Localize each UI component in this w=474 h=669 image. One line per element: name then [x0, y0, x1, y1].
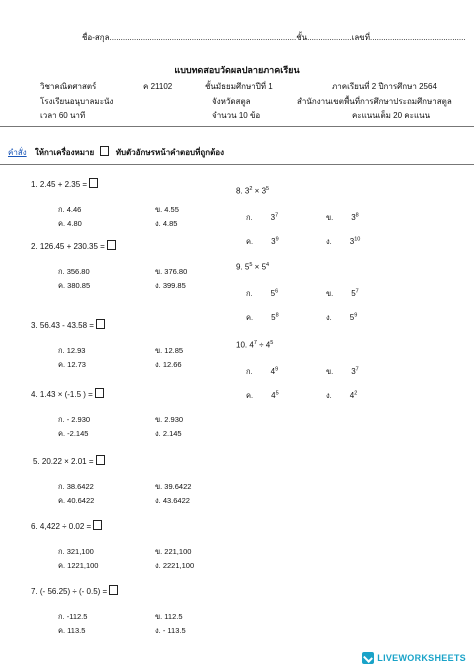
operator: ×	[254, 186, 260, 196]
option-a[interactable]	[246, 366, 278, 378]
instruction	[8, 146, 224, 159]
question-number: 9.	[236, 262, 243, 272]
exponent: 9	[275, 236, 279, 243]
exponent: 5	[270, 340, 274, 346]
option-a[interactable]: ก. 356.80	[58, 267, 90, 276]
base: 3	[270, 213, 276, 222]
question-2	[31, 240, 116, 251]
base: 5	[349, 313, 355, 322]
class-dots[interactable]: ....................	[307, 33, 352, 42]
option-a[interactable]: ก. 321,100	[58, 547, 94, 556]
question-text: 6. 4,422 ÷ 0.02 =	[31, 522, 92, 531]
divider-top	[0, 126, 474, 127]
checkbox-icon	[100, 146, 109, 156]
question-10	[236, 340, 273, 350]
info-count: จำนวน 10 ข้อ	[212, 111, 261, 120]
exponent: 5	[266, 186, 270, 192]
base: 3	[271, 237, 276, 246]
base: 5	[244, 262, 250, 272]
base: 4	[270, 367, 276, 376]
option-a[interactable]: ก. 4.46	[58, 205, 82, 214]
base: 3	[351, 367, 356, 376]
question-5	[33, 455, 105, 466]
option-label: ก.	[246, 289, 253, 298]
option-b[interactable]: ข. 221,100	[155, 547, 192, 556]
info-subject: วิชาคณิตศาสตร์	[40, 82, 97, 91]
question-text: 1. 2.45 + 2.35 =	[31, 180, 88, 189]
exponent: 10	[354, 236, 361, 243]
option-a[interactable]	[246, 212, 278, 224]
number-dots[interactable]: ...........................................	[369, 33, 466, 42]
question-text: 2. 126.45 + 230.35 =	[31, 242, 105, 251]
page-title: แบบทดสอบวัดผลปลายภาคเรียน	[174, 65, 300, 75]
instruction-text-b: ทับตัวอักษรหน้าคำตอบที่ถูกต้อง	[115, 148, 224, 157]
class-label: ชั้น	[296, 33, 308, 42]
option-label: ง.	[326, 313, 332, 322]
exponent: 5	[275, 390, 279, 397]
answer-box-icon[interactable]	[93, 520, 102, 530]
option-d[interactable]: ง. - 113.5	[155, 626, 186, 635]
exponent: 2	[354, 390, 358, 397]
exponent: 4	[266, 262, 270, 268]
option-b[interactable]: ข. 39.6422	[155, 482, 192, 491]
option-a[interactable]: ก. 38.6422	[58, 482, 94, 491]
option-c[interactable]: ค. 1221,100	[58, 561, 99, 570]
option-label: ง.	[326, 391, 332, 400]
instruction-text-a: ให้กาเครื่องหมาย	[34, 148, 95, 157]
option-c[interactable]: ค. 380.85	[58, 281, 91, 290]
option-d[interactable]	[326, 236, 360, 248]
answer-box-icon[interactable]	[96, 319, 105, 329]
option-d[interactable]: ง. 4.85	[155, 219, 178, 228]
question-text: 7. (- 56.25) ÷ (- 0.5) =	[31, 587, 108, 596]
answer-box-icon[interactable]	[109, 585, 118, 595]
exponent: 8	[275, 312, 279, 319]
option-d[interactable]: ง. 2221,100	[155, 561, 195, 570]
option-label: ค.	[246, 237, 254, 246]
exponent: 8	[355, 212, 359, 219]
option-label: ค.	[246, 313, 254, 322]
divider-instruction	[0, 164, 474, 165]
question-4	[31, 388, 104, 399]
liveworksheets-logo	[362, 652, 466, 664]
exponent: 7	[355, 288, 359, 295]
question-8	[236, 186, 269, 196]
name-label: ชื่อ-สกุล	[82, 33, 110, 42]
option-c[interactable]	[246, 312, 279, 324]
option-label: ข.	[326, 289, 334, 298]
header-line	[82, 31, 466, 44]
question-text: 3. 56.43 - 43.58 =	[31, 321, 94, 330]
exponent: 7	[253, 340, 257, 346]
operator: ÷	[259, 340, 264, 350]
option-label: ง.	[326, 237, 332, 246]
exponent: 2	[249, 186, 253, 192]
option-a[interactable]	[246, 288, 278, 300]
instruction-label: คำสั่ง	[8, 148, 27, 157]
info-province: จังหวัดสตูล	[212, 97, 251, 106]
option-d[interactable]: ง. 2.145	[155, 429, 182, 438]
base: 3	[351, 213, 356, 222]
info-office: สำนักงานเขตพื้นที่การศึกษาประถมศึกษาสตูล	[297, 97, 452, 106]
base: 5	[270, 289, 276, 298]
option-b[interactable]: ข. 376.80	[155, 267, 188, 276]
option-a[interactable]: ก. 12.93	[58, 346, 86, 355]
option-d[interactable]: ง. 399.85	[155, 281, 186, 290]
base: 5	[261, 262, 267, 272]
base: 3	[349, 237, 355, 246]
option-d[interactable]	[326, 312, 357, 324]
base: 5	[351, 289, 356, 298]
question-number: 10.	[236, 340, 248, 350]
answer-box-icon[interactable]	[89, 178, 98, 188]
option-label: ข.	[326, 367, 334, 376]
question-number: 8.	[236, 186, 243, 196]
option-b[interactable]: ข. 12.85	[155, 346, 184, 355]
question-7	[31, 585, 118, 596]
option-b[interactable]: ข. 2.930	[155, 415, 184, 424]
question-text: 5. 20.22 × 2.01 =	[33, 457, 94, 466]
base: 3	[244, 186, 250, 196]
option-d[interactable]	[326, 390, 357, 402]
question-1	[31, 178, 98, 189]
option-b[interactable]	[326, 288, 359, 300]
answer-box-icon[interactable]	[95, 388, 104, 398]
exponent: 5	[249, 262, 253, 268]
base: 4	[265, 340, 271, 350]
option-c[interactable]: ค. 40.6422	[58, 496, 95, 505]
option-label: ก.	[246, 367, 253, 376]
exponent: 9	[275, 366, 279, 373]
info-grade: ชั้นมัธยมศึกษาปีที่ 1	[205, 82, 273, 91]
base: 3	[261, 186, 267, 196]
answer-box-icon[interactable]	[107, 240, 116, 250]
base: 4	[271, 391, 276, 400]
logo-text: LIVEWORKSHEETS	[377, 653, 466, 663]
exponent: 7	[355, 366, 359, 373]
option-label: ค.	[246, 391, 254, 400]
question-6	[31, 520, 102, 531]
option-b[interactable]: ข. 112.5	[155, 612, 183, 621]
base: 4	[249, 340, 254, 350]
info-score: คะแนนเต็ม 20 คะแนน	[352, 111, 431, 120]
option-c[interactable]: ค. 4.80	[58, 219, 82, 228]
exponent: 7	[275, 212, 279, 219]
option-d[interactable]: ง. 43.6422	[155, 496, 190, 505]
question-text: 4. 1.43 × (-1.5 ) =	[31, 390, 93, 399]
option-c[interactable]	[246, 236, 279, 248]
info-term: ภาคเรียนที่ 2 ปีการศึกษา 2564	[332, 82, 437, 91]
base: 5	[271, 313, 276, 322]
option-c[interactable]: ค. -2.145	[58, 429, 89, 438]
exponent: 6	[275, 288, 279, 295]
base: 4	[349, 391, 355, 400]
question-3	[31, 319, 105, 330]
info-code: ค 21102	[143, 82, 173, 91]
option-b[interactable]	[326, 212, 359, 224]
name-dots[interactable]: ....................................................................................	[109, 33, 297, 42]
liveworksheets-check-icon	[362, 652, 374, 664]
option-a[interactable]: ก. -112.5	[58, 612, 88, 621]
option-a[interactable]: ก. - 2.930	[58, 415, 91, 424]
option-b[interactable]	[326, 366, 359, 378]
option-c[interactable]: ค. 113.5	[58, 626, 86, 635]
info-time: เวลา 60 นาที	[40, 111, 86, 120]
option-c[interactable]: ค. 12.73	[58, 360, 86, 369]
exponent: 9	[354, 312, 358, 319]
question-9	[236, 262, 269, 272]
option-label: ข.	[326, 213, 334, 222]
option-b[interactable]: ข. 4.55	[155, 205, 179, 214]
info-school: โรงเรียนอนุบาลมะนัง	[40, 97, 114, 106]
answer-box-icon[interactable]	[96, 455, 105, 465]
option-c[interactable]	[246, 390, 279, 402]
option-d[interactable]: ง. 12.66	[155, 360, 182, 369]
operator: ×	[254, 262, 260, 272]
option-label: ก.	[246, 213, 253, 222]
number-label: เลขที่	[351, 33, 370, 42]
